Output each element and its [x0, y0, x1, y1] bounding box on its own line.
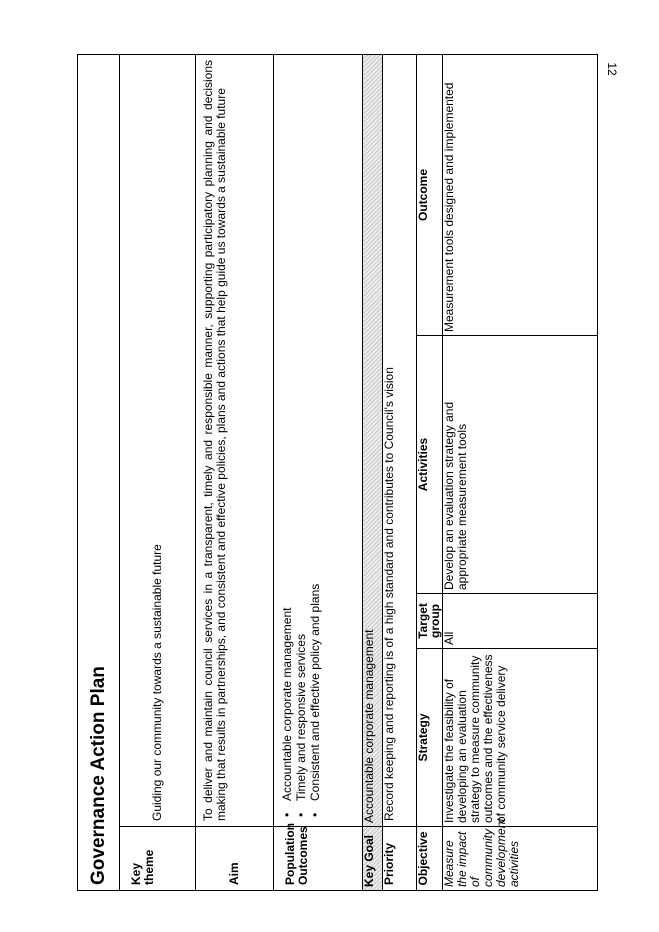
population-outcomes-label: Population Outcomes [274, 827, 363, 891]
target-group-cell: All [442, 594, 597, 649]
strategy-cell: Investigate the feasibility of developing an evaluation strategy to measure community outcomes and the effectiveness of community service delivery [442, 649, 597, 827]
outcome-cell: Measurement tools designed and implemented [442, 55, 597, 336]
page-number: 12 [605, 62, 619, 76]
activities-cell: Develop an evaluation strategy and appropriate measurement tools [442, 336, 597, 594]
column-header-activities: Activities [417, 336, 443, 594]
column-header-target-group: Target group [417, 594, 443, 649]
governance-action-plan-table [77, 54, 598, 891]
column-header-strategy: Strategy [417, 649, 443, 827]
priority-value: Record keeping and reporting is of a high standard and contributes to Council's vision [382, 55, 416, 827]
bullet-icon: • [294, 812, 309, 817]
column-header-objective: Objective [417, 827, 443, 891]
objective-cell: Measure the impact of community development activities [442, 827, 597, 891]
key-goal-label: Key Goal [363, 827, 383, 891]
key-theme-value: Guiding our community towards a sustainable future [120, 55, 195, 827]
bullet-icon: • [308, 812, 323, 817]
action-plan-frame [77, 55, 598, 891]
population-outcomes-cell [274, 55, 363, 827]
priority-label: Priority [382, 827, 416, 891]
aim-value: To deliver and maintain council services in a transparent, timely and responsible manner, supporting participatory planning and decisions making that results in partnerships, and consistent and effective policies, plans and actions that help guide us towards a sustainable future [195, 55, 274, 827]
list-item: • Consistent and effective policy and plans [308, 583, 323, 817]
list-item: • Timely and responsive services [294, 634, 309, 817]
key-goal-value: Accountable corporate management [363, 55, 383, 827]
aim-label: Aim [195, 827, 274, 891]
key-theme-label: Key theme [120, 827, 195, 891]
bullet-icon: • [280, 812, 295, 817]
column-header-outcome: Outcome [417, 55, 443, 336]
population-outcomes-list [280, 58, 322, 823]
page-title: Governance Action Plan [78, 55, 120, 891]
list-item: • Accountable corporate management [280, 607, 295, 817]
table-row [442, 55, 597, 891]
